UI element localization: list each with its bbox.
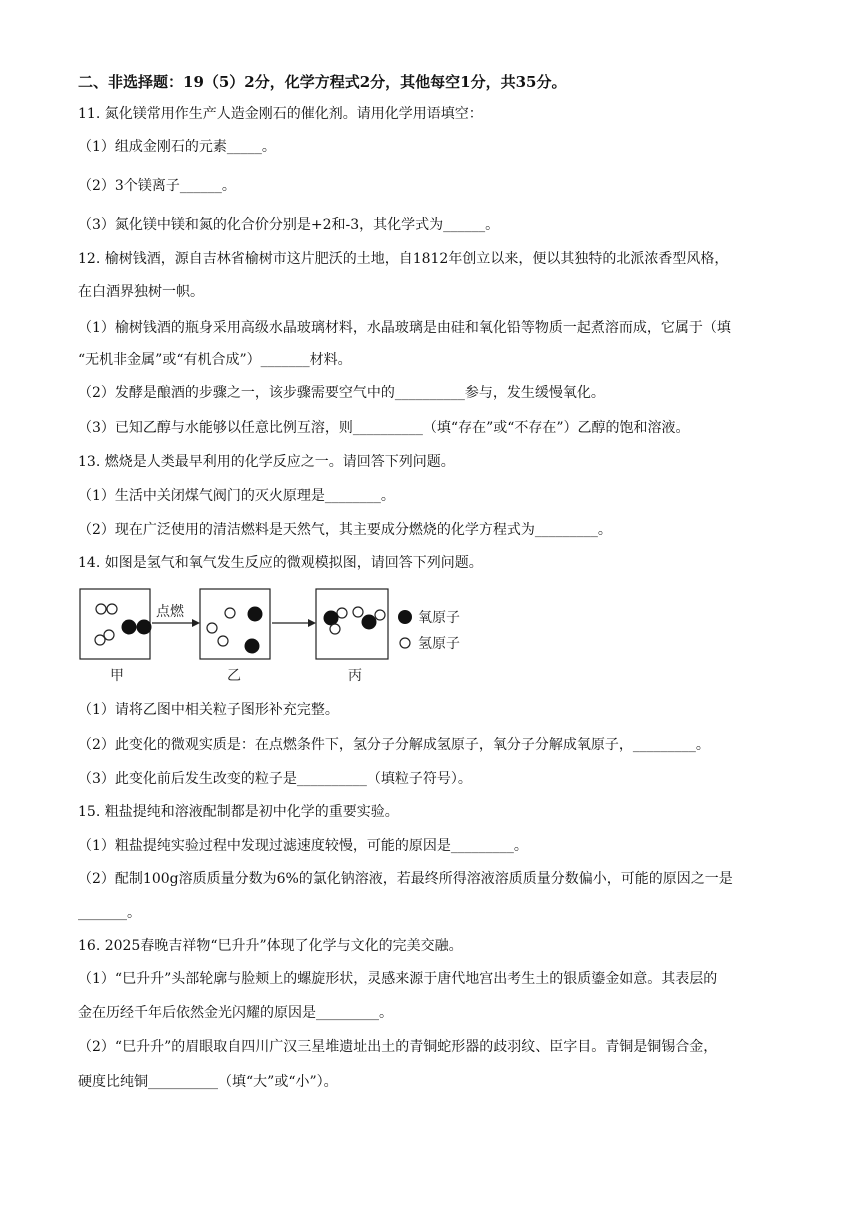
hydrogen-atom (225, 608, 235, 618)
q16-stem: 16. 2025春晚吉祥物“巳升升”体现了化学与文化的完美交融。 (78, 938, 463, 954)
q11-part1: （1）组成金刚石的元素_____。 (78, 139, 276, 155)
q12-part1-line1: （1）榆树钱酒的瓶身采用高级水晶玻璃材料，水晶玻璃是由硅和氧化铅等物质一起煮溶而成，它属于（填 (78, 320, 731, 336)
q14-stem: 14. 如图是氢气和氧气发生反应的微观模拟图，请回答下列问题。 (78, 555, 483, 571)
arrow-2-head (308, 619, 316, 627)
q14-part2: （2）此变化的微观实质是：在点燃条件下，氢分子分解成氢原子，氧分子分解成氧原子，_________。 (78, 737, 710, 753)
hydrogen-atom (337, 608, 347, 618)
hydrogen-atom (330, 624, 340, 634)
label-bing: 丙 (348, 668, 362, 684)
oxygen-atom (137, 620, 152, 635)
reaction-micro-diagram (76, 585, 496, 695)
section-heading: 二、非选择题：19（5）2分，化学方程式2分，其他每空1分，共35分。 (78, 73, 567, 91)
legend-hydrogen-label: 氢原子 (418, 636, 460, 652)
ignite-label: 点燃 (156, 604, 184, 620)
oxygen-atom (122, 620, 137, 635)
hydrogen-atom (96, 604, 106, 614)
hydrogen-atom (375, 610, 385, 620)
q13-part1: （1）生活中关闭煤气阀门的灭火原理是________。 (78, 488, 395, 504)
q12-stem-line1: 12. 榆树钱酒，源自吉林省榆树市这片肥沃的土地，自1812年创立以来，便以其独特的北派浓香型风格， (78, 251, 729, 267)
legend-oxygen-label: 氧原子 (418, 610, 460, 626)
q15-part1: （1）粗盐提纯实验过程中发现过滤速度较慢，可能的原因是_________。 (78, 838, 528, 854)
oxygen-atom (362, 615, 377, 630)
q16-part1-line1: （1）“巳升升”头部轮廓与脸颊上的螺旋形状，灵感来源于唐代地宫出考生土的银质鎏金如意。其表层的 (78, 971, 718, 987)
oxygen-atom (245, 639, 260, 654)
hydrogen-atom (207, 623, 217, 633)
q14-part3: （3）此变化前后发生改变的粒子是__________（填粒子符号）。 (78, 771, 472, 787)
q11-stem: 11. 氮化镁常用作生产人造金刚石的催化剂。请用化学用语填空： (78, 106, 483, 122)
hydrogen-atom (218, 636, 228, 646)
q15-stem: 15. 粗盐提纯和溶液配制都是初中化学的重要实验。 (78, 804, 399, 820)
q12-part1-line2: “无机非金属”或“有机合成”）_______材料。 (78, 352, 352, 368)
q16-part1-line2: 金在历经千年后依然金光闪耀的原因是_________。 (78, 1005, 393, 1021)
q15-part2-line2: _______。 (78, 905, 141, 921)
q12-part2: （2）发酵是酿酒的步骤之一，该步骤需要空气中的__________参与，发生缓慢氧化。 (78, 385, 605, 401)
arrow-1-head (192, 619, 200, 627)
q11-part3: （3）氮化镁中镁和氮的化合价分别是+2和-3，其化学式为______。 (78, 217, 500, 233)
legend-hydrogen-icon (400, 638, 410, 648)
q12-part3: （3）已知乙醇与水能够以任意比例互溶，则__________（填“存在”或“不存在”）乙醇的饱和溶液。 (78, 420, 690, 436)
oxygen-atom (324, 611, 339, 626)
oxygen-atom (248, 607, 263, 622)
hydrogen-atom (104, 630, 114, 640)
q14-part1: （1）请将乙图中相关粒子图形补充完整。 (78, 702, 339, 718)
q11-part2: （2）3个镁离子______。 (78, 178, 236, 194)
hydrogen-atom (95, 635, 105, 645)
q13-stem: 13. 燃烧是人类最早利用的化学反应之一。请回答下列问题。 (78, 454, 455, 470)
q16-part2-line2: 硬度比纯铜__________（填“大”或“小”）。 (78, 1074, 338, 1090)
hydrogen-atom (353, 607, 363, 617)
hydrogen-atom (107, 604, 117, 614)
label-yi: 乙 (227, 668, 241, 684)
q15-part2-line1: （2）配制100g溶质质量分数为6%的氯化钠溶液，若最终所得溶液溶质质量分数偏小，可能的原因之一是 (78, 871, 733, 887)
q16-part2-line1: （2）“巳升升”的眉眼取自四川广汉三星堆遗址出土的青铜蛇形器的歧羽纹、臣字目。青铜是铜锡合金， (78, 1039, 718, 1055)
label-jia: 甲 (110, 668, 124, 684)
q12-stem-line2: 在白酒界独树一帜。 (78, 284, 204, 300)
q13-part2: （2）现在广泛使用的清洁燃料是天然气，其主要成分燃烧的化学方程式为_________。 (78, 522, 612, 538)
legend-oxygen-icon (398, 610, 412, 624)
